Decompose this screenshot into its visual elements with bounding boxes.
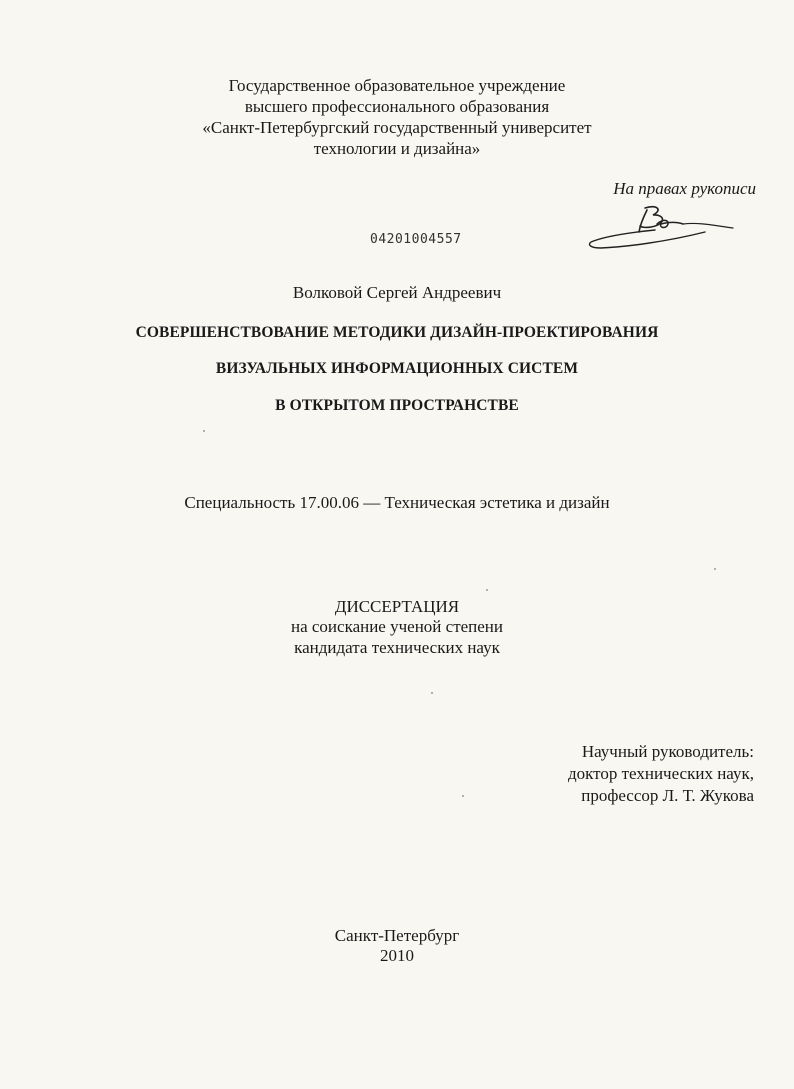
manuscript-note: На правах рукописи bbox=[613, 179, 756, 198]
title-line-1: СОВЕРШЕНСТВОВАНИЕ МЕТОДИКИ ДИЗАЙН-ПРОЕКТИРОВАНИЯ bbox=[135, 324, 659, 341]
scan-speck bbox=[486, 589, 488, 591]
author-name: Волковой Сергей Андреевич bbox=[292, 283, 502, 302]
degree-type: ДИССЕРТАЦИЯ bbox=[334, 597, 460, 616]
institution-line-4: технологии и дизайна» bbox=[313, 139, 481, 158]
scan-speck bbox=[431, 692, 433, 694]
specialty: Специальность 17.00.06 — Техническая эстетика и дизайн bbox=[184, 493, 610, 512]
title-line-2: ВИЗУАЛЬНЫХ ИНФОРМАЦИОННЫХ СИСТЕМ bbox=[215, 360, 579, 377]
supervisor-block bbox=[568, 741, 754, 807]
supervisor-line-3: профессор Л. Т. Жукова bbox=[581, 786, 754, 805]
degree-line-2: на соискание ученой степени bbox=[290, 617, 504, 636]
scan-speck bbox=[714, 568, 716, 570]
institution-line-3: «Санкт-Петербургский государственный университет bbox=[202, 118, 592, 137]
scan-speck bbox=[462, 795, 464, 797]
supervisor-line-2: доктор технических наук, bbox=[567, 764, 754, 783]
institution-line-1: Государственное образовательное учреждение bbox=[228, 76, 566, 95]
degree-line-3: кандидата технических наук bbox=[294, 638, 500, 657]
signature-image bbox=[585, 200, 735, 260]
footer-year: 2010 bbox=[380, 946, 414, 965]
scan-speck bbox=[203, 430, 205, 432]
institution-line-2: высшего профессионального образования bbox=[244, 97, 550, 116]
registration-number: 04201004557 bbox=[370, 232, 462, 247]
title-line-3: В ОТКРЫТОМ ПРОСТРАНСТВЕ bbox=[275, 397, 519, 414]
supervisor-line-1: Научный руководитель: bbox=[581, 742, 754, 761]
footer-city: Санкт-Петербург bbox=[334, 926, 460, 945]
